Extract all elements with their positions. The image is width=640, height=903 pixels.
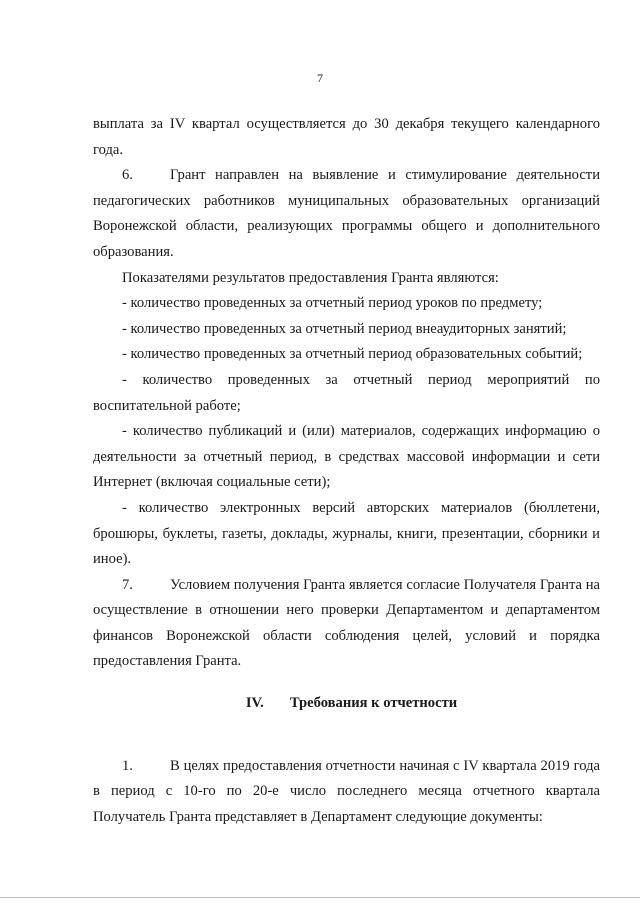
list-item-lessons: - количество проведенных за отчетный период уроков по предмету; — [122, 295, 543, 312]
page-bottom-edge — [0, 897, 640, 898]
section-number: IV. — [245, 695, 264, 712]
item-6-text: Грант направлен на выявление и стимулирование деятельности педагогических работников муниципальных образовательных организаций Воронежской области, реализующих программы общего и дополнительного образования. — [93, 167, 600, 260]
section-item-1-text: В целях предоставления отчетности начиная с IV квартала 2019 года в период с 10-го по 20-е число последнего месяца отчетного квартала Получатель Гранта представляет в Департамент следующие документы: — [93, 757, 600, 825]
list-item-extracurricular: - количество проведенных за отчетный период внеаудиторных занятий; — [122, 320, 567, 337]
section-title: Требования к отчетности — [289, 695, 458, 712]
section-heading — [93, 691, 600, 717]
paragraph-indicators-intro: Показателями результатов предоставления Гранта являются: — [122, 269, 499, 286]
section-item-number-1: 1. — [122, 757, 133, 774]
section-paragraph-item-1 — [93, 754, 600, 831]
list-item-electronic-versions: - количество электронных версий авторских материалов (бюллетени, брошюры, буклеты, газеты, доклады, журналы, книги, презентации, сборники и иное). — [93, 499, 600, 568]
item-number-7: 7. — [122, 576, 133, 593]
document-body — [93, 112, 600, 830]
list-item-educational-work: - количество проведенных за отчетный период мероприятий по воспитательной работе; — [93, 371, 600, 414]
list-item-educational-events: - количество проведенных за отчетный период образовательных событий; — [122, 346, 583, 363]
item-number-6: 6. — [122, 167, 133, 184]
paragraph-item-7 — [93, 573, 600, 675]
paragraph-item-6 — [93, 163, 600, 265]
paragraph-payment: выплата за IV квартал осуществляется до 30 декабря текущего календарного года. — [93, 116, 600, 158]
list-item-publications: - количество публикаций и (или) материалов, содержащих информацию о деятельности за отчетный период, в средствах массовой информации и сети Интернет (включая социальные сети); — [93, 423, 600, 491]
item-7-text: Условием получения Гранта является согласие Получателя Гранта на осуществление в отношении него проверки Департаментом и департаментом финансов Воронежской области соблюдения целей, условий и порядка предоставления Гранта. — [93, 576, 600, 670]
page-number: 7 — [317, 71, 323, 85]
